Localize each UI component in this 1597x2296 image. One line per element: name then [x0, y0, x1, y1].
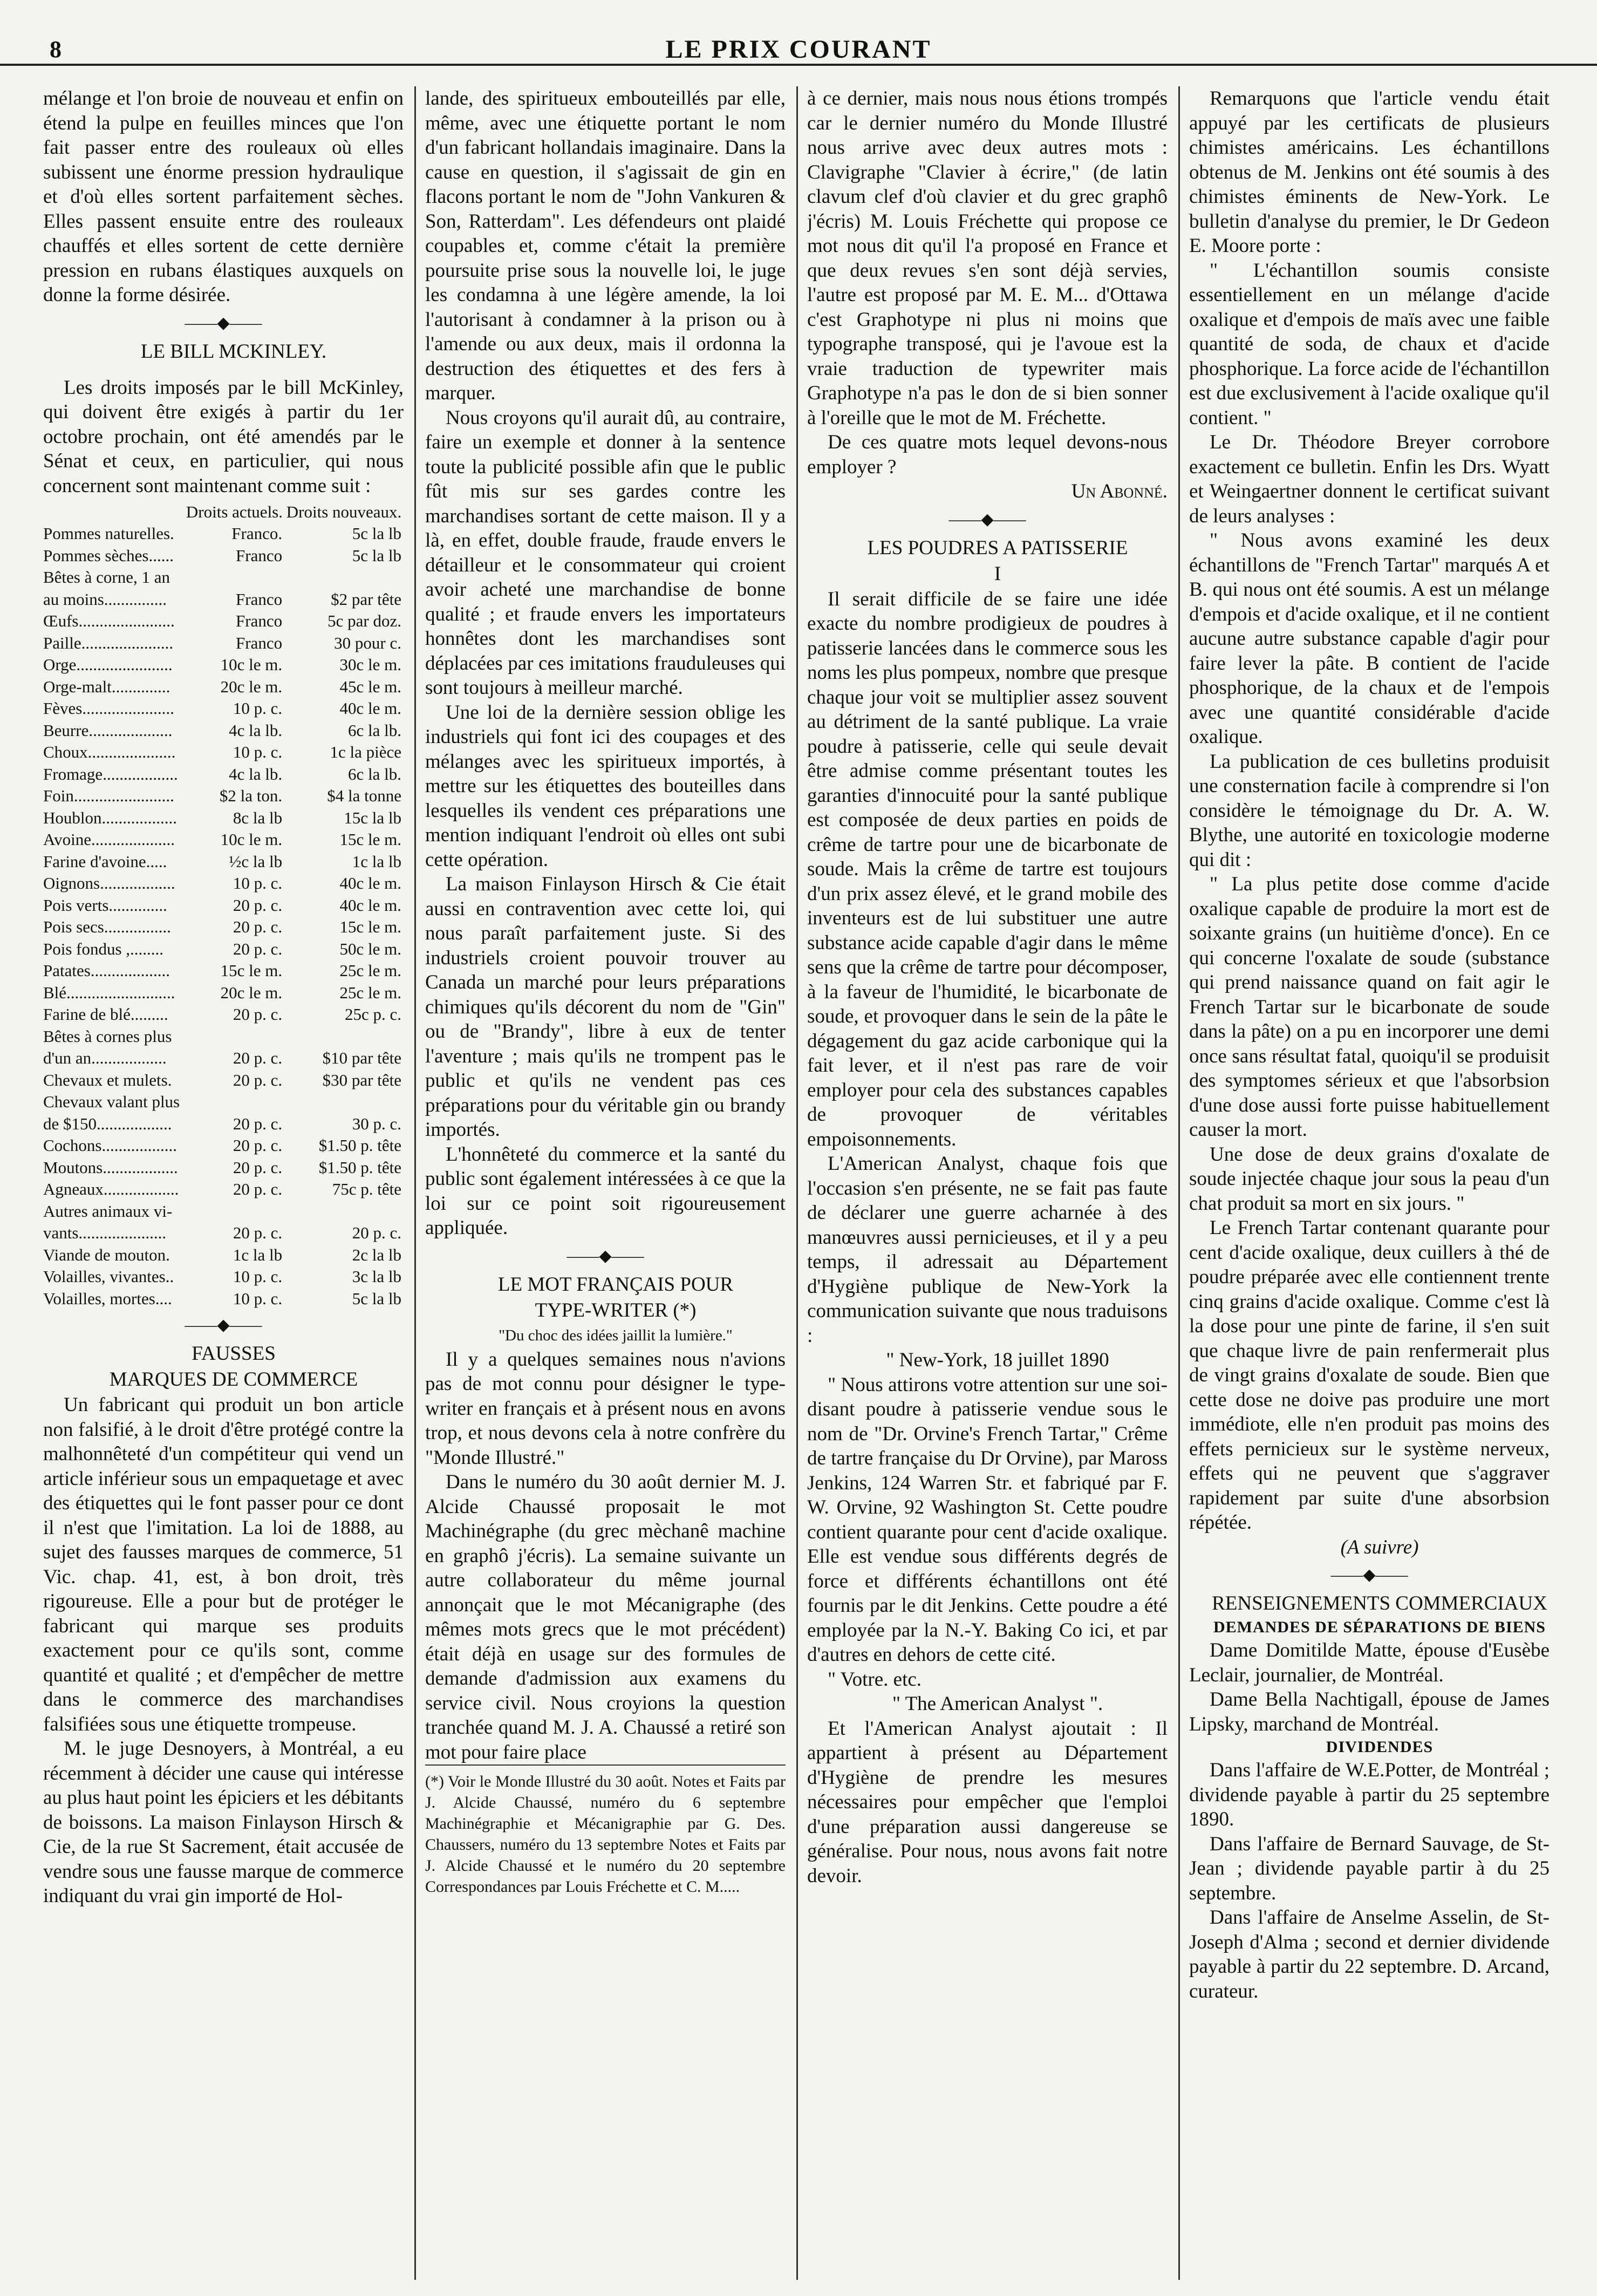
- duties-row: [43, 1113, 404, 1135]
- duties-row: [43, 1244, 404, 1266]
- duties-row: [43, 741, 404, 764]
- duties-new: 15c le m.: [339, 830, 401, 849]
- column-1: [43, 86, 404, 2280]
- poudres-paragraph-4: Remarquons que l'article vendu était appuyé par les certificats de plusieurs chimistes américains. Les échantillons obtenus de M. Jenkins ont été soumis à des chimistes éminents de New-York. Le bulletin d'analyse du premier, le Dr Gedeon E. Moore porte :: [1189, 87, 1550, 257]
- duties-current: 20 p. c.: [233, 1048, 283, 1067]
- divider-ornament: ——◆——: [185, 1316, 262, 1334]
- poudres-quote-3: " La plus petite dose comme d'acide oxalique capable de produire la mort est de soixante grains (un huitième d'once). En ce qui concerne l'oxalate de soude (substance qui prend naissance quand on fait agir le French Tartar sur le bicarbonate de soude dans la pâte) on a pu en incorporer une demi once sans résultat fatal, quoiqu'il se produisit des symptomes sérieux et que l'absorbsion d'une dose aussi forte puisse habituellement causer la mort.: [1189, 873, 1550, 1141]
- duties-current: 10 p. c.: [233, 874, 283, 892]
- continued-paragraph: mélange et l'on broie de nouveau et enfin on étend la pulpe en feuilles minces que l'on fait passer entre des rouleaux où elles subissent une énorme pression hydraulique et d'où elles sortent parfaitement sèches. Elles passent ensuite entre des rouleaux chauffés et elles sortent de cette dernière pression en rubans élastiques auxquels on donne la forme désirée.: [43, 87, 404, 306]
- fausses-paragraph-4: Une loi de la dernière session oblige les industriels qui font ici des coupages et des mélanges avec les spiritueux importés, à mettre sur les étiquettes des bouteilles dans lesquelles ils vendent ces préparations une mention indiquant l'endroit où elles ont subi cette opération.: [425, 701, 786, 871]
- duties-current: Franco: [236, 589, 283, 609]
- typewriter-question: De ces quatre mots lequel devons-nous employer ?: [807, 431, 1168, 478]
- duties-current: 20 p. c.: [233, 1070, 283, 1089]
- duties-row: [43, 523, 404, 545]
- fausses-paragraph-3: Nous croyons qu'il aurait dû, au contraire, faire un exemple et donner à la sentence toute la publicité possible afin que le public fût mis sur ses gardes contre les marchandises sortant de cette maison. Il y a là, en effet, double fraude, fraude envers le détailleur et le consommateur qui croient avoir acheté une marchandise de bonne qualité ; et fraude envers les importateurs honnêtes dont les marchandises sont déplacées par ces imitations frauduleuses qui sont toujours à meilleur marché.: [425, 406, 786, 699]
- duties-row: [43, 982, 404, 1004]
- section-numeral: I: [994, 562, 1001, 585]
- duties-item: Volailles, vivantes..: [43, 1267, 174, 1286]
- duties-current: [185, 1091, 284, 1113]
- letter-closing: " Votre. etc.: [828, 1668, 922, 1691]
- duties-item: Pois verts..............: [43, 895, 167, 915]
- duties-row: [43, 1288, 404, 1310]
- divider-ornament: ——◆——: [1330, 1566, 1408, 1584]
- duties-current: 10c le m.: [220, 655, 283, 674]
- duties-row: [43, 589, 404, 611]
- duties-current: 20 p. c.: [233, 1223, 283, 1242]
- duties-new: 40c le m.: [339, 895, 401, 915]
- signature: Un Abonné.: [1071, 480, 1168, 502]
- duties-new: 15c la lb: [344, 808, 401, 827]
- separation-item: Dame Domitilde Matte, épouse d'Eusèbe Leclair, journalier, de Montréal.: [1189, 1639, 1550, 1686]
- typewriter-continued-paragraph: à ce dernier, mais nous nous étions trompés car le dernier numéro du Monde Illustré nous arrive avec deux autres mots : Clavigraphe "Clavier à écrire," (de latin clavum clef d'où clavier et du grec graphô j'écris) M. Louis Fréchette qui propose ce mot nous dit qu'il l'a proposé en France et que deux revues s'en sont déjà servies, l'autre est proposé par M. E. M... d'Ottawa c'est Graphotype ni plus ni moins que typographe transposé, qui je l'avoue est la vraie traduction de typewriter mais Graphotype n'a pas le don de si bien sonner à l'oreille que le mot de M. Fréchette.: [807, 87, 1168, 429]
- divider-rule: [43, 365, 404, 376]
- duties-item: Moutons..................: [43, 1157, 178, 1177]
- duties-row: [43, 916, 404, 938]
- duties-row: [43, 764, 404, 786]
- duties-new: [284, 1091, 404, 1113]
- duties-row: [43, 829, 404, 851]
- duties-row: [43, 720, 404, 742]
- duties-row: [43, 807, 404, 829]
- duties-new: 5c la lb: [352, 1289, 401, 1308]
- duties-current: Franco.: [231, 524, 283, 543]
- poudres-paragraph-2: L'American Analyst, chaque fois que l'occasion s'en présente, ne se fait pas faute de déclarer une guerre acharnée à des manœuvres aussi pernicieuses, et il y a peu temps, il adressait au Département d'Hygiène publique de New-York la communication suivante que nous traduisons :: [807, 1153, 1168, 1347]
- dividend-item: Dans l'affaire de Anselme Asselin, de St-Joseph d'Alma ; second et dernier dividende payable à partir du 22 septembre. D. Arcand, curateur.: [1189, 1906, 1550, 2002]
- epigraph: "Du choc des idées jaillit la lumière.": [499, 1326, 733, 1344]
- duties-new: 1c la lb: [352, 851, 401, 871]
- duties-item: Houblon..................: [43, 808, 177, 827]
- duties-header-current: Droits actuels.: [186, 502, 283, 521]
- duties-new: 30 pour c.: [334, 633, 401, 652]
- duties-new: 50c le m.: [339, 939, 401, 958]
- duties-row: [43, 632, 404, 655]
- duties-item: Farine de blé.........: [43, 1005, 168, 1024]
- duties-new: 25c p. c.: [344, 1005, 401, 1024]
- duties-row: [43, 1178, 404, 1201]
- duties-new: 5c la lb: [352, 546, 401, 565]
- typewriter-paragraph-2: Dans le numéro du 30 août dernier M. J. Alcide Chaussé proposait le mot Machinégraphe (du grec mèchanê machine en graphô j'écris). La semaine suivante un autre collaborateur du même journal annonçait que le mot Mécanigraphe (des mêmes mots grecs que le mot précédent) était déjà en usage sur des formules de demande d'admission aux examens du service civil. Nous croyions la question tranchée quand M. J. A. Chaussé a retiré son mot pour faire place: [425, 1471, 786, 1763]
- duties-new: 20 p. c.: [352, 1223, 401, 1242]
- poudres-paragraph-1: Il serait difficile de se faire une idée exacte du nombre prodigieux de poudres à patisserie lancées dans le commerce sous les noms les plus pompeux, nombre que presque chaque jour voit se multiplier assez souvent au détriment de la santé publique. La vraie poudre à patisserie, celle qui seule devait être admise comme présentant toutes les garanties d'innocuité pour la santé publique est composée de deux parties en poids de crême de tartre pour une de bicarbonate de soude. Mais la crême de tartre est toujours d'un prix assez élevé, et le grand mobile des inventeurs est de lui substituer une autre substance acide capable d'agir dans le même sens que la crême de tartre pour décomposer, à la faveur de l'humidité, le bicarbonate de soude, et provoquer dans le sein de la pâte le dégagement du gaz acide carbonique qui la fait lever, et il n'est pas rare de voir employer pour cela des substances capables de provoquer de véritables empoisonnements.: [807, 588, 1168, 1150]
- article-heading-renseignements: RENSEIGNEMENTS COMMERCIAUX: [1212, 1592, 1547, 1614]
- column-rule: [414, 86, 416, 2280]
- column-rule: [796, 86, 798, 2280]
- duties-row: [43, 785, 404, 807]
- duties-new: $1.50 p. tête: [318, 1136, 401, 1155]
- mckinley-paragraph: Les droits imposés par le bill McKinley, qui doivent être exigés à partir du 1er octobre prochain, ont été amendés par le Sénat et ceux, en particulier, qui nous concernent sont maintenant comme suit :: [43, 376, 404, 497]
- duties-item: Orge.......................: [43, 655, 173, 674]
- duties-header-new: Droits nouveaux.: [286, 502, 402, 521]
- duties-item: Bêtes à corne, 1 an: [43, 568, 170, 587]
- duties-row: [43, 1135, 404, 1157]
- duties-current: 15c le m.: [220, 961, 283, 980]
- duties-current: 10 p. c.: [233, 1289, 283, 1308]
- footnote: (*) Voir le Monde Illustré du 30 août. Notes et Faits par J. Alcide Chaussé, numéro du 6 septembre Machinégraphie et Mécanigraphie par G. Des. Chaussers, numéro du 13 septembre Notes et Faits par J. Alcide Chaussé et le numéro du 20 septembre Correspondances par Louis Fréchette et C. M.....: [425, 1764, 786, 1897]
- duties-new: 6c la lb.: [348, 764, 401, 783]
- duties-new: [284, 1026, 404, 1048]
- duties-body: [43, 523, 404, 1310]
- duties-row: [43, 654, 404, 676]
- duties-item: Fromage..................: [43, 764, 178, 783]
- duties-new: 3c la lb: [352, 1267, 401, 1286]
- duties-new: [284, 1201, 404, 1223]
- to-be-continued: (A suivre): [1340, 1536, 1419, 1558]
- duties-current: 4c la lb.: [229, 720, 283, 740]
- duties-item: Fèves......................: [43, 699, 174, 718]
- duties-row: [43, 895, 404, 917]
- fausses-paragraph-6: L'honnêteté du commerce et la santé du public sont également intéressées à ce que la loi sur ce point soit rigoureusement appliquée.: [425, 1143, 786, 1239]
- poudres-quote-2: " Nous avons examiné les deux échantillons de "French Tartar" marqués A et B. qui nous ont été soumis. A est un mélange d'empois et d'acide oxalique, et il ne contient aucune autre substance capable d'agir pour faire lever la pâte. B contient de l'acide phosphorique, de la chaux et de l'empois avec une quantité considérable d'acide oxalique.: [1189, 529, 1550, 748]
- subheading-dividendes: DIVIDENDES: [1326, 1738, 1434, 1756]
- duties-item: Viande de mouton.: [43, 1245, 170, 1264]
- duties-new: 30c le m.: [339, 655, 401, 674]
- duties-current: 20 p. c.: [233, 1157, 283, 1177]
- duties-row: [43, 1004, 404, 1026]
- duties-current: 10c le m.: [220, 830, 283, 849]
- article-heading-typewriter: LE MOT FRANÇAIS POUR: [497, 1273, 734, 1296]
- divider-ornament: ——◆——: [185, 314, 262, 332]
- duties-item: Farine d'avoine.....: [43, 851, 167, 871]
- duties-item: Avoine....................: [43, 830, 175, 849]
- running-head: [0, 0, 1597, 66]
- duties-new: 40c le m.: [339, 699, 401, 718]
- duties-row: [43, 1157, 404, 1179]
- duties-item: Bêtes à cornes plus: [43, 1026, 172, 1046]
- fausses-paragraph-2: M. le juge Desnoyers, à Montréal, a eu récemment à décider une cause qui intéresse au plus haut point les épiciers et les débitants de boissons. La maison Finlayson Hirsch & Cie, de la rue St Sacrement, était accusée de vendre sous une fausse marque de commerce indiquant du vrai gin importé de Hol-: [43, 1738, 404, 1907]
- duties-row: [43, 1091, 404, 1113]
- dividend-item: Dans l'affaire de Bernard Sauvage, de St-Jean ; dividende payable partir à du 25 septembre.: [1189, 1832, 1550, 1904]
- duties-item: Œufs.......................: [43, 611, 175, 630]
- page-number: 8: [50, 36, 62, 63]
- duties-new: $4 la tonne: [327, 786, 401, 805]
- duties-item: Orge-malt..............: [43, 677, 170, 696]
- fausses-continued-paragraph: lande, des spiritueux embouteillés par elle, même, avec une étiquette portant le nom d'un fabricant hollandais imaginaire. Dans la cause en question, il s'agissait de gin en flacons portant le nom de "John Vankuren & Son, Ratterdam". Les défendeurs ont plaidé coupables et, comme c'était la première poursuite prise sous la nouvelle loi, le juge les condamna à une légère amende, la loi l'autorisant à condamner à la prison ou à l'amende ou aux deux, mais il ordonna la destruction des étiquettes et des fers à marquer.: [425, 87, 786, 404]
- duties-new: $30 par tête: [322, 1070, 401, 1089]
- duties-item: Autres animaux vi-: [43, 1201, 173, 1221]
- duties-item: Volailles, mortes....: [43, 1289, 172, 1308]
- duties-row: [43, 851, 404, 873]
- duties-item: d'un an..................: [43, 1048, 167, 1067]
- duties-item: de $150..................: [43, 1114, 172, 1133]
- poudres-paragraph-3: Et l'American Analyst ajoutait : Il appartient à présent au Département d'Hygiène de prendre les mesures nécessaires pour empêcher que l'emploi d'une préparation aussi dangereuse se généralise. Pour nous, nous avons fait notre devoir.: [807, 1717, 1168, 1887]
- duties-current: 20 p. c.: [233, 1114, 283, 1133]
- duties-item: Chevaux valant plus: [43, 1092, 180, 1111]
- duties-current: Franco: [236, 546, 283, 565]
- poudres-quote-4: Une dose de deux grains d'oxalate de soude injectée chaque jour sous la peau d'un chat produit sa mort en six jours. ": [1189, 1143, 1550, 1215]
- letter-signature: " The American Analyst ".: [892, 1693, 1103, 1715]
- duties-row: [43, 545, 404, 567]
- duties-row: [43, 1266, 404, 1288]
- article-heading-mckinley: LE BILL MCKINLEY.: [140, 340, 327, 363]
- duties-new: 15c le m.: [339, 917, 401, 936]
- duties-current: [185, 1026, 284, 1048]
- article-subheading-fausses: MARQUES DE COMMERCE: [109, 1368, 358, 1391]
- duties-current: $2 la ton.: [219, 786, 283, 805]
- duties-header-row: [43, 501, 404, 523]
- duties-current: 20 p. c.: [233, 1136, 283, 1155]
- duties-current: 20 p. c.: [233, 1005, 283, 1024]
- letter-paragraph: " Nous attirons votre attention sur une soi-disant poudre à patisserie vendue sous le nom de "Dr. Orvine's French Tartar," Crême de tartre française du Dr Orvine), par Maross Jenkins, 124 Warren Str. et fabriqué par F. W. Orvine, 92 Washington St. Cette poudre contient quarante pour cent d'acide oxalique. Elle est vendue sous différents degrés de force et différents échantillons ont été fournis par le dit Jenkins. Cette poudre a été employée par la N.-Y. Baking Co ici, et par d'autres en dehors de cette cité.: [807, 1373, 1168, 1666]
- duties-new: 25c le m.: [339, 961, 401, 980]
- duties-row: [43, 873, 404, 895]
- article-heading-fausses: FAUSSES: [192, 1343, 276, 1365]
- subheading-separations: DEMANDES DE SÉPARATIONS DE BIENS: [1213, 1618, 1546, 1636]
- poudres-paragraph-6: La publication de ces bulletins produisit une consternation facile à comprendre si l'on considère le témoignage du Dr. A. W. Blythe, une autorité en toxicologie moderne qui dit :: [1189, 750, 1550, 871]
- duties-row: [43, 1026, 404, 1048]
- duties-new: 30 p. c.: [352, 1114, 401, 1133]
- duties-item: Paille......................: [43, 633, 174, 652]
- poudres-paragraph-7: Le French Tartar contenant quarante pour cent d'acide oxalique, deux cuillers à thé de poudre préparée avec elle contiennent trente cinq grains d'acide oxalique. Comme c'est là la dose pour une pinte de farine, il s'en suit que chaque livre de pain renfermerait plus de vingt grains d'oxalate de soude. Bien que cette dose ne doive pas produire une mort immédiote, elle n'en produit pas moins des effets pernicieux sur le système nerveux, effets qui ne peuvent que s'aggraver rapidement par suite d'une absorbsion répétée.: [1189, 1217, 1550, 1534]
- duties-item: Foin........................: [43, 786, 174, 805]
- duties-row: [43, 1047, 404, 1069]
- duties-current: 10 p. c.: [233, 699, 283, 718]
- duties-current: 20c le m.: [220, 983, 283, 1002]
- duties-new: $2 par tête: [331, 589, 401, 609]
- duties-current: 8c la lb: [233, 808, 283, 827]
- duties-current: Franco: [236, 633, 283, 652]
- article-subheading-typewriter: TYPE-WRITER (*): [535, 1299, 697, 1321]
- divider-ornament: ——◆——: [567, 1246, 644, 1265]
- duties-item: Chevaux et mulets.: [43, 1070, 172, 1089]
- duties-row: [43, 1201, 404, 1223]
- column-2: [425, 86, 786, 2280]
- duties-table: [43, 501, 404, 1310]
- duties-row: [43, 1222, 404, 1244]
- duties-new: 25c le m.: [339, 983, 401, 1002]
- poudres-quote-1: " L'échantillon soumis consiste essentiellement en un mélange d'acide oxalique et d'empois de maïs avec une faible quantité de soda, de chaux et d'acide phosphorique. La force acide de l'échantillon est due exclusivement à l'acide oxalique qu'il contient. ": [1189, 259, 1550, 429]
- duties-item: Pommes naturelles.: [43, 524, 174, 543]
- poudres-paragraph-5: Le Dr. Théodore Breyer corrobore exactement ce bulletin. Enfin les Drs. Wyatt et Weingaertner donnent le certificat suivant de leurs analyses :: [1189, 431, 1550, 527]
- duties-item: au moins...............: [43, 589, 167, 609]
- duties-item: Blé..........................: [43, 983, 175, 1002]
- duties-row: [43, 960, 404, 982]
- duties-item: Beurre....................: [43, 720, 173, 740]
- letter-date: " New-York, 18 juillet 1890: [886, 1349, 1109, 1371]
- columns: [43, 86, 1554, 2280]
- duties-current: 10 p. c.: [233, 1267, 283, 1286]
- duties-current: 10 p. c.: [233, 742, 283, 761]
- duties-new: 40c le m.: [339, 874, 401, 892]
- duties-new: 1c la pièce: [330, 742, 401, 761]
- duties-current: 20 p. c.: [233, 1180, 283, 1198]
- duties-current: [185, 567, 284, 589]
- duties-new: $10 par tête: [322, 1048, 401, 1067]
- duties-item: Oignons..................: [43, 874, 175, 892]
- duties-new: 2c la lb: [352, 1245, 401, 1264]
- duties-item: Pois fondus ,........: [43, 939, 164, 958]
- duties-item: Choux.....................: [43, 742, 176, 761]
- divider-ornament: ——◆——: [948, 510, 1026, 528]
- duties-current: 1c la lb: [233, 1245, 283, 1264]
- duties-new: 75c p. tête: [332, 1180, 401, 1198]
- duties-item: vants.....................: [43, 1223, 167, 1242]
- duties-row: [43, 610, 404, 632]
- duties-new: 5c par doz.: [327, 611, 401, 630]
- duties-item: Pois secs................: [43, 917, 171, 936]
- fausses-paragraph-1: Un fabricant qui produit un bon article non falsifié, à le droit d'être protégé contre la malhonnêteté d'un compétiteur qui vend un article inférieur sous un empaquetage et avec des étiquettes qui le font passer pour ce dont il n'est que l'imitation. La loi de 1888, au sujet des fausses marques de commerce, 51 Vic. chap. 41, est, à bon droit, très rigoureuse. Elle a pour but de protéger le fabricant qui marque ses produits exactement pour ce qu'ils sont, comme quantité et qualité ; et d'empêcher de mettre dans le commerce des marchandises falsifiées sous une étiquette trompeuse.: [43, 1394, 404, 1735]
- duties-row: [43, 1069, 404, 1092]
- duties-current: [185, 1201, 284, 1223]
- column-rule: [1178, 86, 1180, 2280]
- duties-new: [284, 567, 404, 589]
- duties-new: 5c la lb: [352, 524, 401, 543]
- duties-current: 4c la lb.: [229, 764, 283, 783]
- duties-current: 20 p. c.: [233, 917, 283, 936]
- duties-current: ½c la lb: [229, 851, 283, 871]
- duties-new: 6c la lb.: [348, 720, 401, 740]
- dividend-item: Dans l'affaire de W.E.Potter, de Montréal ; dividende payable à partir du 25 septembre 1890.: [1189, 1759, 1550, 1830]
- duties-item: Cochons..................: [43, 1136, 177, 1155]
- column-3: [807, 86, 1168, 2280]
- duties-new: 45c le m.: [339, 677, 401, 696]
- duties-item: Pommes sèches......: [43, 546, 174, 565]
- duties-item: Agneaux..................: [43, 1180, 179, 1198]
- duties-row: [43, 938, 404, 960]
- separation-item: Dame Bella Nachtigall, épouse de James Lipsky, marchand de Montréal.: [1189, 1688, 1550, 1735]
- duties-current: 20 p. c.: [233, 939, 283, 958]
- duties-current: 20 p. c.: [233, 895, 283, 915]
- fausses-paragraph-5: La maison Finlayson Hirsch & Cie était aussi en contravention avec cette loi, qui nous paraît parfaitement juste. Si des industriels croient pouvoir trouver au Canada un marché pour leurs préparations chimiques qu'ils décorent du nom de "Gin" ou de "Brandy", libre à eux de tenter l'aventure ; mais qu'ils ne trompent pas le public et qu'ils ne vendent pas ces préparations pour du véritable gin ou brandy importés.: [425, 873, 786, 1141]
- typewriter-paragraph-1: Il y a quelques semaines nous n'avions pas de mot connu pour désigner le type-writer en français et à présent nous en avons trop, et nous devons cela à notre confrère du "Monde Illustré.": [425, 1348, 786, 1469]
- duties-current: Franco: [236, 611, 283, 630]
- duties-current: 20c le m.: [220, 677, 283, 696]
- duties-row: [43, 567, 404, 589]
- column-4: [1189, 86, 1550, 2280]
- duties-header-item: [43, 501, 185, 523]
- duties-row: [43, 676, 404, 698]
- duties-new: $1.50 p. tête: [318, 1157, 401, 1177]
- duties-row: [43, 698, 404, 720]
- newspaper-title: LE PRIX COURANT: [665, 35, 932, 64]
- duties-item: Patates...................: [43, 961, 170, 980]
- article-heading-poudres: LES POUDRES A PATISSERIE: [867, 536, 1128, 559]
